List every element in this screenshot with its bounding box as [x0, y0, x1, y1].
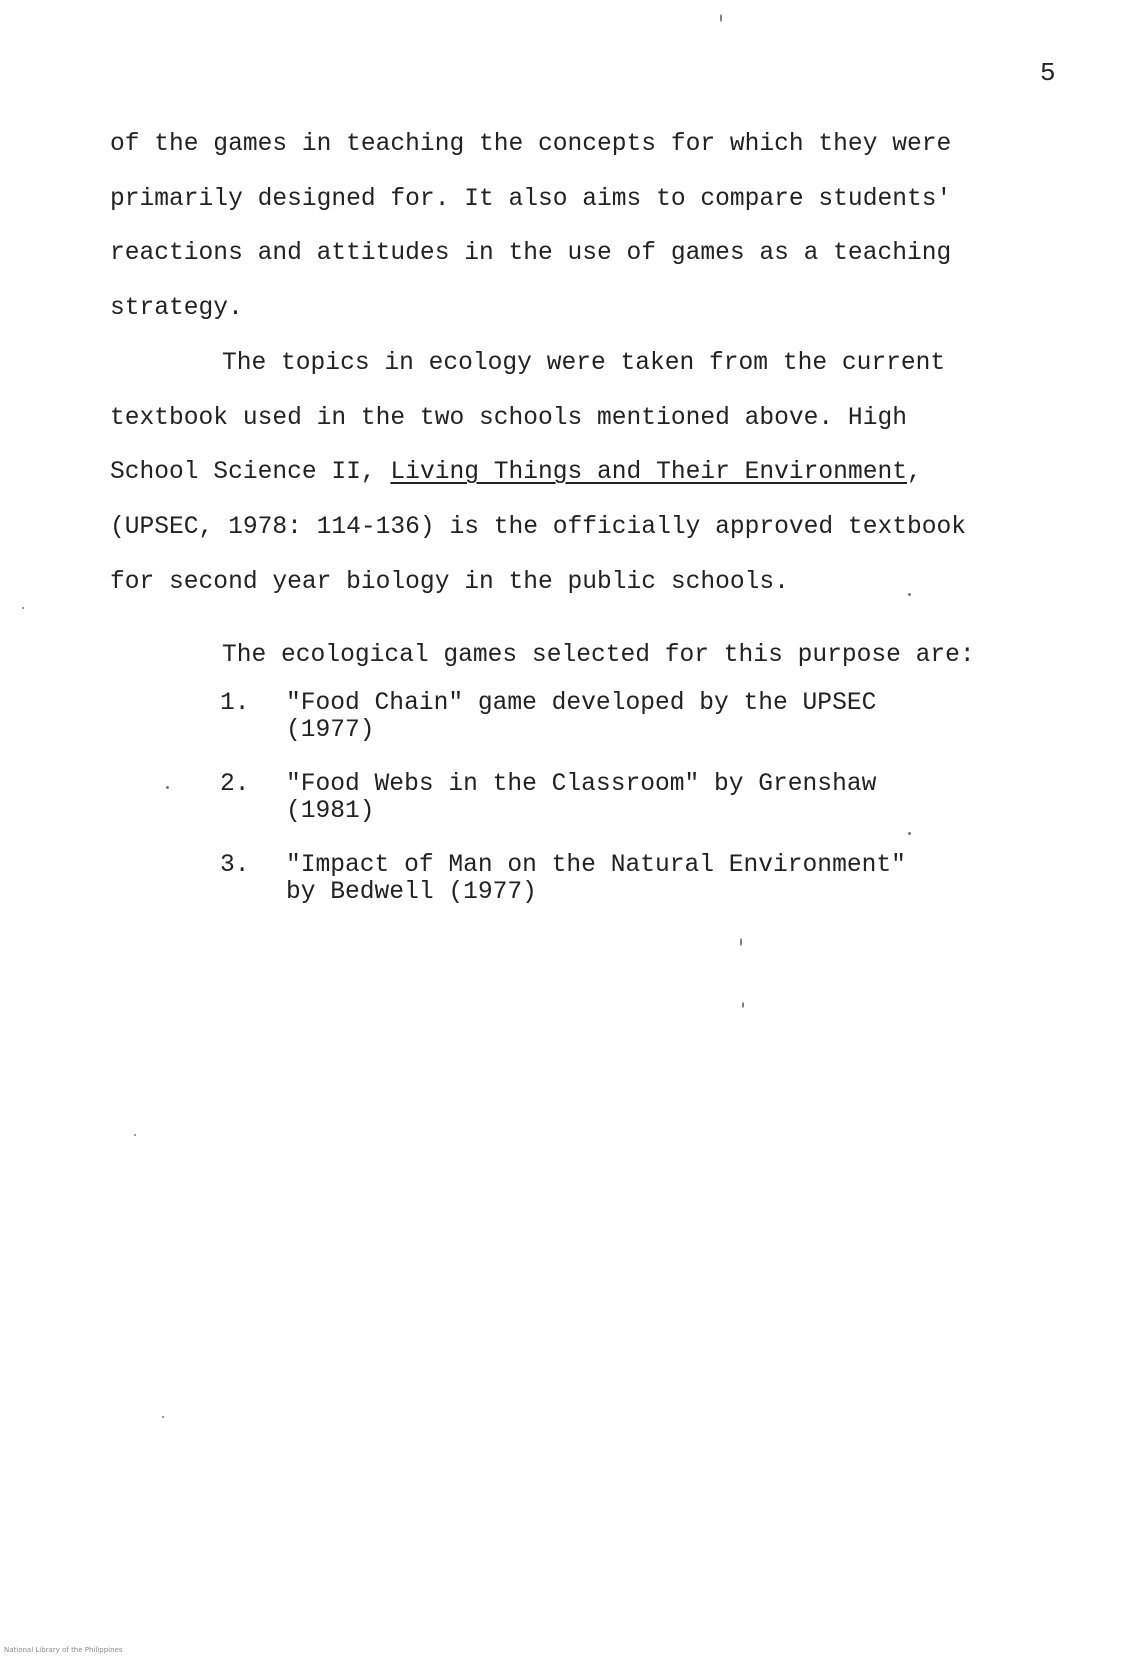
- list-item: [220, 771, 1070, 825]
- scan-speck: [166, 786, 169, 789]
- list-number: 2.: [220, 771, 250, 798]
- scan-speck: [162, 1416, 164, 1418]
- list-text: [286, 852, 906, 906]
- paragraph-topics: [110, 337, 1070, 610]
- text-line: by Bedwell (1977): [286, 879, 537, 906]
- text-line: of the games in teaching the concepts for which they were: [110, 131, 952, 158]
- text-line: reactions and attitudes in the use of games as a teaching: [110, 240, 952, 268]
- text-fragment: School Science II,: [110, 459, 391, 487]
- text-line: (UPSEC, 1978: 114-136) is the officially approved textbook: [110, 514, 967, 542]
- page-number: 5: [1040, 58, 1056, 88]
- text-line: (1981): [286, 798, 375, 825]
- games-list: [220, 690, 1070, 933]
- text-line: strategy.: [110, 295, 243, 323]
- list-text: [286, 690, 876, 744]
- text-fragment: ,: [906, 459, 922, 487]
- text-line: The topics in ecology were taken from the current: [222, 350, 946, 377]
- paragraph-continuation: [110, 118, 1070, 337]
- text-line: "Food Webs in the Classroom" by Grenshaw: [286, 771, 877, 798]
- text-line: [110, 446, 1070, 501]
- scan-speck: [720, 14, 722, 22]
- textbook-title: Living Things and Their Environment: [390, 459, 907, 487]
- scan-speck: [908, 832, 911, 835]
- scan-speck: [742, 1002, 744, 1008]
- text-line: "Food Chain" game developed by the UPSEC: [286, 690, 877, 717]
- list-item: [220, 690, 1070, 744]
- scan-speck: [740, 938, 742, 946]
- scan-speck: [22, 607, 24, 609]
- text-line: for second year biology in the public schools.: [110, 568, 789, 596]
- text-line: The ecological games selected for this purpose are:: [222, 642, 975, 669]
- list-text: [286, 771, 876, 825]
- scan-speck: [908, 593, 911, 596]
- list-number: 1.: [220, 690, 250, 717]
- footer-source-note: National Library of the Philippines: [4, 1646, 123, 1654]
- list-item: [220, 852, 1070, 906]
- text-line: textbook used in the two schools mentioned above. High: [110, 404, 907, 432]
- list-number: 3.: [220, 852, 250, 879]
- text-line: primarily designed for. It also aims to compare students': [110, 185, 952, 213]
- scan-speck: [134, 1134, 136, 1136]
- text-line: "Impact of Man on the Natural Environment": [286, 852, 906, 879]
- text-line: (1977): [286, 717, 375, 744]
- paragraph-games-intro: [110, 629, 1070, 684]
